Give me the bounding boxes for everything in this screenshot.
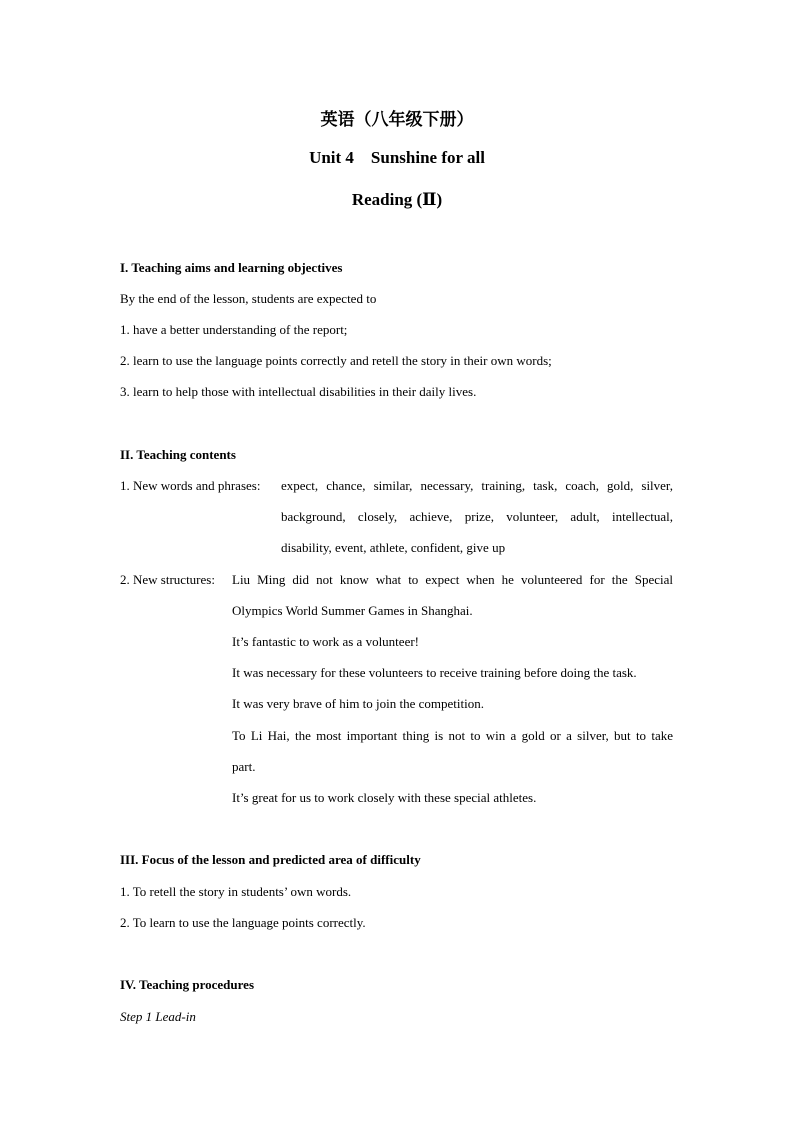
subject-title: 英语（八年级下册） xyxy=(320,110,474,130)
structure-line: To Li Hai, the most important thing is not to win a gold or a silver, but to take xyxy=(232,728,673,743)
structure-line: Olympics World Summer Games in Shanghai. xyxy=(232,603,473,618)
section-4-heading: IV. Teaching procedures xyxy=(120,977,255,992)
structure-line: It was necessary for these volunteers to receive training before doing the task. xyxy=(232,665,637,680)
focus-item: 2. To learn to use the language points correctly. xyxy=(120,915,366,930)
objective-item: 2. learn to use the language points correctly and retell the story in their own words; xyxy=(120,353,552,368)
structure-line: It’s fantastic to work as a volunteer! xyxy=(232,634,419,649)
lesson-title: Reading (Ⅱ) xyxy=(351,190,443,209)
new-words-line: background, closely, achieve, prize, volunteer, adult, intellectual, xyxy=(281,509,673,524)
new-words-line: expect, chance, similar, necessary, training, task, coach, gold, silver, xyxy=(281,478,673,493)
new-structures-label: 2. New structures: xyxy=(120,572,215,587)
section-3-heading: III. Focus of the lesson and predicted area of difficulty xyxy=(120,852,421,867)
structure-line: Liu Ming did not know what to expect when he volunteered for the Special xyxy=(232,572,673,587)
objective-item: 1. have a better understanding of the report; xyxy=(120,322,348,337)
section-1-heading: I. Teaching aims and learning objectives xyxy=(120,260,343,275)
section-1-intro: By the end of the lesson, students are expected to xyxy=(120,291,377,306)
section-2-heading: II. Teaching contents xyxy=(120,447,236,462)
structure-line: It was very brave of him to join the competition. xyxy=(232,696,484,711)
structure-line: It’s great for us to work closely with these special athletes. xyxy=(232,790,537,805)
new-words-line: disability, event, athlete, confident, give up xyxy=(281,540,506,555)
objective-item: 3. learn to help those with intellectual disabilities in their daily lives. xyxy=(120,384,477,399)
new-words-label: 1. New words and phrases: xyxy=(120,478,261,493)
unit-title: Unit 4 Sunshine for all xyxy=(309,148,485,167)
focus-item: 1. To retell the story in students’ own words. xyxy=(120,884,352,899)
step-label: Step 1 Lead-in xyxy=(120,1009,196,1024)
structure-line: part. xyxy=(232,759,256,774)
